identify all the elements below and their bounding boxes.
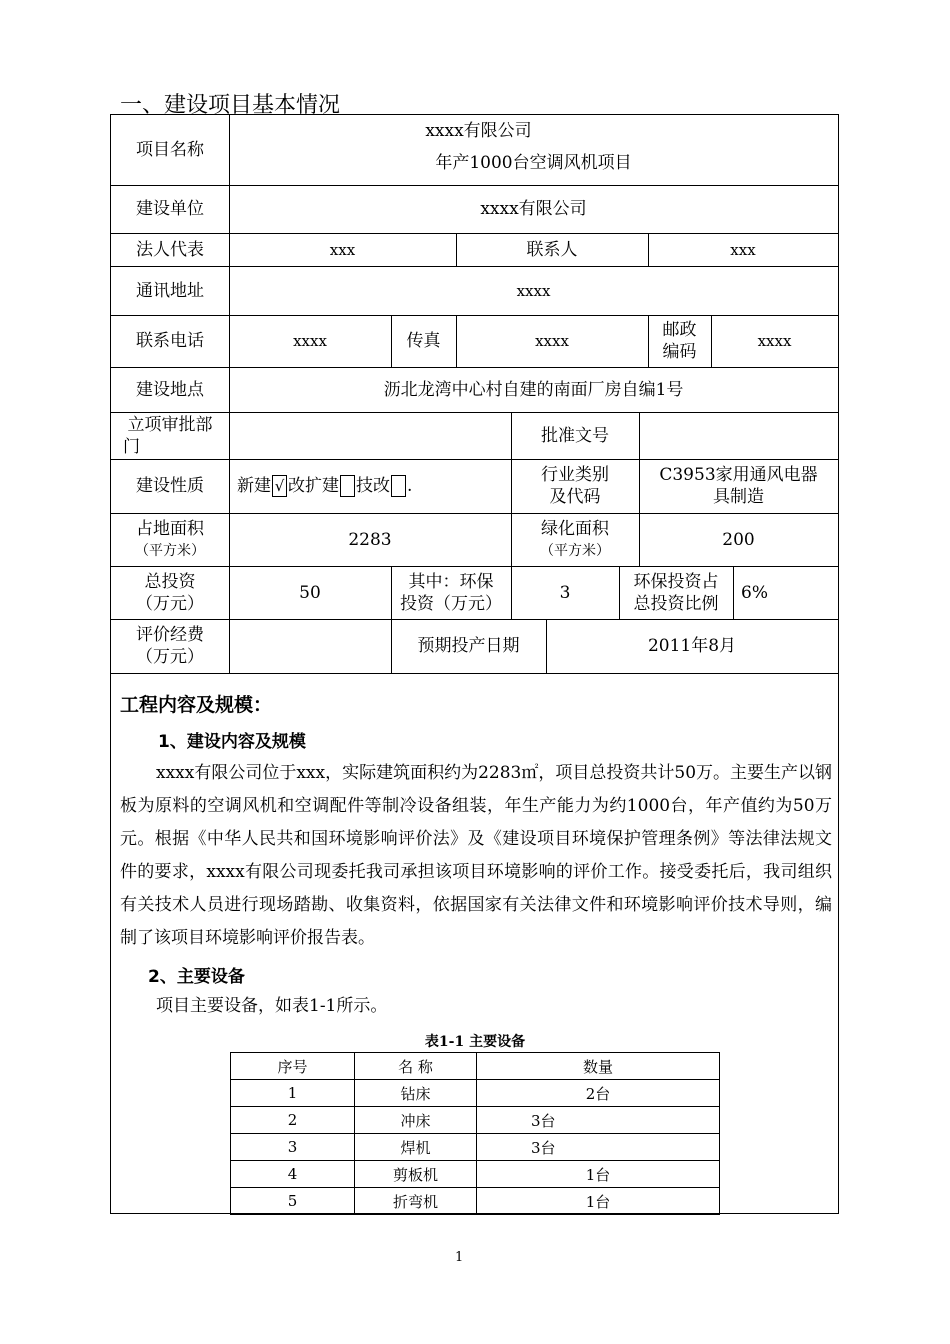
env-invest-value: 3 <box>559 582 571 603</box>
address-value: xxxx <box>516 281 551 300</box>
row-qty: 1台 <box>477 1188 720 1215</box>
nature-expand: 改扩建 <box>288 476 339 496</box>
env-ratio-label-2: 总投资比例 <box>633 593 719 614</box>
content-sub1: 1、建设内容及规模 <box>158 732 306 752</box>
total-invest-label-text: 总投资 <box>144 571 196 592</box>
land-area-value: 2283 <box>348 529 392 550</box>
approval-dept-value <box>229 412 511 459</box>
env-invest-label <box>391 566 511 619</box>
row-qty: 3台 <box>477 1134 720 1161</box>
equipment-table <box>230 1052 720 1215</box>
row-name: 折弯机 <box>355 1188 477 1215</box>
project-name-label: 项目名称 <box>136 140 204 160</box>
content-heading: 工程内容及规模： <box>120 694 273 716</box>
nature-new-checkbox[interactable]: √ <box>272 475 287 497</box>
table-caption: 表1-1 主要设备 <box>424 1034 526 1050</box>
row-name: 冲床 <box>355 1107 477 1134</box>
nature-expand-checkbox[interactable] <box>340 475 355 497</box>
industry-label <box>511 459 639 513</box>
green-area-unit: （平方米） <box>540 542 610 559</box>
nature-tech: 技改 <box>356 476 390 496</box>
row-name: 钻床 <box>355 1080 477 1107</box>
green-area-label <box>511 513 639 566</box>
location-value: 沥北龙湾中心村自建的南面厂房自编1号 <box>383 379 684 400</box>
prod-date-label: 预期投产日期 <box>417 636 520 656</box>
row-seq: 3 <box>231 1134 355 1161</box>
fax-value: xxxx <box>535 332 569 350</box>
project-name-value <box>229 115 838 185</box>
builder-value: xxxx有限公司 <box>480 199 587 219</box>
table-row <box>231 1134 720 1161</box>
row-qty: 2台 <box>477 1080 720 1107</box>
green-area-value: 200 <box>722 529 755 550</box>
industry-value-2: 具制造 <box>713 487 764 507</box>
total-invest-unit: （万元） <box>136 593 204 614</box>
content-para1: xxxx有限公司位于xxx，实际建筑面积约为2283㎡，项目总投资共计50万。主要生产以钢板为原料的空调风机和空调配件等制冷设备组装，年生产能力为约1000台，年产值约为50万元。根据《中华人民共和国环境影响评价法》及《建设项目环境保护管理条例》等法律法规文件的要求，xxxx有限公司现委托我司承担该项目环境影响的评价工作。接受委托后，我司组织有关技术人员进行现场踏勘、收集资料，依据国家有关法律文件和环境影响评价技术导则，编制了该项目环境影响评价报告表。 <box>120 763 833 948</box>
nature-label: 建设性质 <box>136 476 204 496</box>
legal-rep-label: 法人代表 <box>136 239 204 260</box>
env-invest-label-1: 其中：环保 <box>408 571 494 592</box>
env-invest-label-2: 投资（万元） <box>400 593 502 614</box>
approval-no-value <box>639 412 838 459</box>
row-name: 焊机 <box>355 1134 477 1161</box>
approval-dept-label-2: 门 <box>123 436 140 457</box>
location-label: 建设地点 <box>136 379 204 400</box>
eval-fee-value <box>229 619 391 673</box>
project-name-line2: 年产1000台空调风机项目 <box>435 153 632 173</box>
row-seq: 2 <box>231 1107 355 1134</box>
nature-tech-checkbox[interactable] <box>391 475 406 497</box>
nature-options <box>229 459 511 513</box>
eval-fee-label-text: 评价经费 <box>136 625 204 645</box>
page-number: 1 <box>455 1250 464 1265</box>
contact-label: 联系人 <box>526 239 578 260</box>
builder-label: 建设单位 <box>136 199 204 219</box>
row-seq: 4 <box>231 1161 355 1188</box>
header-seq: 序号 <box>231 1053 355 1080</box>
prod-date-value: 2011年8月 <box>647 636 737 656</box>
postal-label <box>648 315 711 367</box>
industry-label-2: 及代码 <box>549 487 601 507</box>
table-row <box>231 1161 720 1188</box>
nature-new: 新建 <box>237 476 271 496</box>
postal-label-1: 邮政 <box>662 320 697 340</box>
env-ratio-value: 6% <box>741 582 768 603</box>
table-row <box>231 1188 720 1215</box>
row-name: 剪板机 <box>355 1161 477 1188</box>
total-invest-value: 50 <box>299 582 321 603</box>
header-name: 名 称 <box>355 1053 477 1080</box>
row-seq: 5 <box>231 1188 355 1215</box>
table-header-row <box>231 1053 720 1080</box>
land-area-label-text: 占地面积 <box>136 518 204 539</box>
industry-label-1: 行业类别 <box>541 465 609 485</box>
table-row <box>231 1107 720 1134</box>
content-sub2: 2、主要设备 <box>148 967 245 987</box>
industry-value <box>639 459 838 513</box>
header-qty: 数量 <box>477 1053 720 1080</box>
approval-dept-label-1: 立项审批部 <box>127 414 213 435</box>
green-area-label-text: 绿化面积 <box>541 518 609 539</box>
address-label: 通讯地址 <box>136 280 204 301</box>
eval-fee-label <box>111 619 229 673</box>
legal-rep-value: xxx <box>329 240 356 259</box>
land-area-label <box>111 513 229 566</box>
postal-value: xxxx <box>757 332 792 350</box>
approval-dept-label <box>111 412 229 459</box>
phone-value: xxxx <box>293 332 327 350</box>
land-area-unit: （平方米） <box>135 542 205 559</box>
contact-value: xxx <box>730 240 756 259</box>
postal-label-2: 编码 <box>662 342 697 362</box>
industry-value-1: C3953家用通风电器 <box>659 465 818 485</box>
row-seq: 1 <box>231 1080 355 1107</box>
env-ratio-label <box>619 566 733 619</box>
approval-no-label: 批准文号 <box>541 425 609 446</box>
phone-label: 联系电话 <box>136 331 204 351</box>
total-invest-label <box>111 566 229 619</box>
content-para2: 项目主要设备，如表1-1所示。 <box>156 996 388 1016</box>
fax-label: 传真 <box>406 331 441 351</box>
table-row <box>231 1080 720 1107</box>
row-qty: 3台 <box>477 1107 720 1134</box>
nature-end: . <box>407 476 413 496</box>
project-name-line1: xxxx有限公司 <box>425 121 532 141</box>
env-ratio-label-1: 环保投资占 <box>633 571 719 592</box>
section-title: 一、建设项目基本情况 <box>120 93 341 118</box>
eval-fee-unit: （万元） <box>136 647 204 667</box>
row-qty: 1台 <box>477 1161 720 1188</box>
